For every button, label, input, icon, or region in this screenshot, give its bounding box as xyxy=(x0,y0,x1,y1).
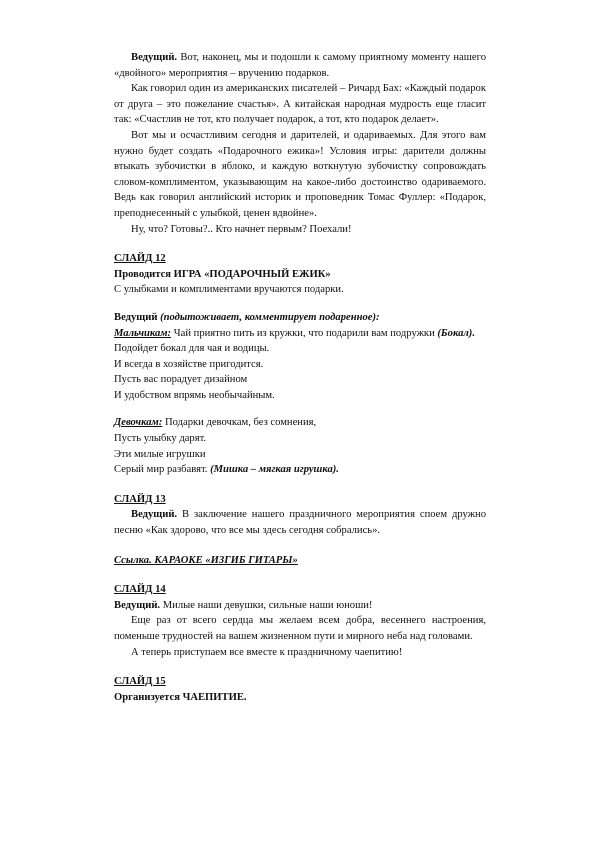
game-title: Проводится ИГРА «ПОДАРОЧНЫЙ ЕЖИК» xyxy=(114,268,331,280)
speaker-label: Ведущий. xyxy=(114,599,161,611)
boys-line-4: Пусть вас порадует дизайном xyxy=(114,374,248,386)
speaker-label: Ведущий. xyxy=(131,509,178,521)
intro-paragraph-2: Как говорил один из американских писателей – Ричард Бах: «Каждый подарок от друга – это пожелание счастья». А китайская народная мудрость еще гласит так: «Счастлив не тот, кто получает подарок, а тот, кто подарок делает». xyxy=(114,83,486,126)
paragraph-text: Милые наши девушки, сильные наши юноши! xyxy=(160,599,373,611)
slide-14-heading: СЛАЙД 14 xyxy=(114,584,166,596)
slide-13-heading: СЛАЙД 13 xyxy=(114,493,166,505)
poem-text: Чай приятно пить из кружки, что подарили вам подружки xyxy=(171,327,438,339)
boys-line-5: И удобством впрямь необычайным. xyxy=(114,389,275,401)
speaker-label: Ведущий. xyxy=(131,52,178,63)
speaker-label: Ведущий xyxy=(114,311,158,323)
paragraph-text: В заключение нашего праздничного мероприятия споем дружно песню «Как здорово, что все мы здесь сегодня собрались». xyxy=(114,509,486,537)
girls-line-1 xyxy=(114,415,486,431)
slide-12-heading: СЛАЙД 12 xyxy=(114,253,166,265)
gift-name: (Мишка – мягкая игрушка). xyxy=(210,464,339,476)
poem-text: Подарки девочкам, без сомнения, xyxy=(162,417,317,429)
slide-14-paragraph-3: А теперь приступаем все вместе к праздничному чаепитию! xyxy=(131,646,403,658)
intro-paragraph-4: Ну, что? Готовы?.. Кто начнет первым? Поехали! xyxy=(131,223,352,235)
host-line xyxy=(114,310,486,326)
host-note: (подытоживает, комментирует подаренное): xyxy=(157,311,380,323)
karaoke-link[interactable]: Ссылка. КАРАОКЕ «ИЗГИБ ГИТАРЫ» xyxy=(114,554,298,566)
girls-line-2: Пусть улыбку дарят. xyxy=(114,433,207,445)
slide-14-line-1 xyxy=(114,598,486,614)
poem-text: Серый мир разбавят. xyxy=(114,464,211,476)
girls-label: Девочкам: xyxy=(114,417,163,429)
gift-name: (Бокал). xyxy=(437,327,475,339)
boys-line-1 xyxy=(114,326,486,342)
girls-line-4 xyxy=(114,462,486,478)
document-body xyxy=(114,50,486,705)
paragraph-text: Вот, наконец, мы и подошли к самому приятному моменту нашего «двойного» мероприятия – вручению подарков. xyxy=(114,52,486,79)
slide-15-heading: СЛАЙД 15 xyxy=(114,676,166,688)
boys-label: Мальчикам: xyxy=(114,327,172,339)
boys-line-3: И всегда в хозяйстве пригодится. xyxy=(114,358,264,370)
slide-15-text: Организуется ЧАЕПИТИЕ. xyxy=(114,691,247,703)
slide-13-paragraph xyxy=(114,507,486,538)
girls-line-3: Эти милые игрушки xyxy=(114,448,206,460)
slide-14-paragraph-2: Еще раз от всего сердца мы желаем всем добра, весеннего настроения, поменьше трудностей на вашем жизненном пути и мирного неба над головами. xyxy=(114,615,486,642)
intro-paragraph-3: Вот мы и осчастливим сегодня и дарителей, и одариваемых. Для этого вам нужно будет создать «Подарочного ежика»! Условия игры: дарители должны втыкать зубочистки в яблоко, и каждую воткнутую зубочистку сопровождать словом-комплиментом, указывающим на какое-либо достоинство одариваемого. Ведь как говорил английский историк и проповедник Томас Фуллер: «Подарок, преподнесенный с улыбкой, ценен вдвойне». xyxy=(114,129,486,219)
intro-paragraph-1 xyxy=(114,50,486,81)
boys-line-2: Подойдет бокал для чая и водицы. xyxy=(114,343,270,355)
game-note: С улыбками и комплиментами вручаются подарки. xyxy=(114,284,344,296)
